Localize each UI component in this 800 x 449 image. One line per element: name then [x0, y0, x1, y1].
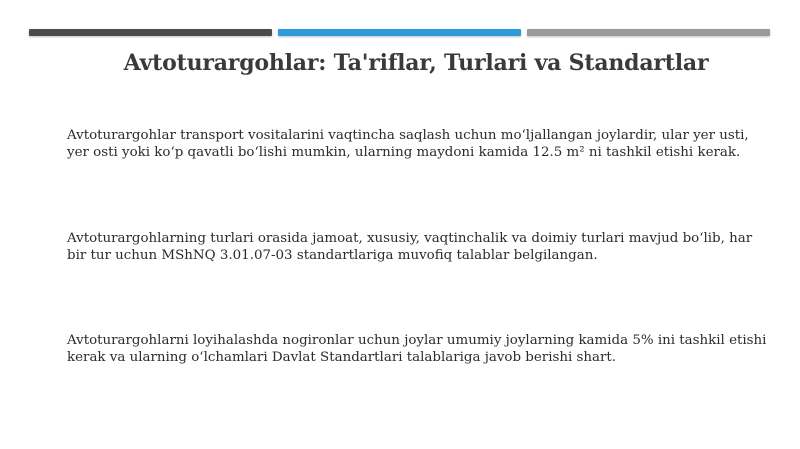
paragraph-definition: Avtoturargohlar transport vositalarini vaqtincha saqlash uchun moʻljallangan joylardir, ular yer usti, yer osti yoki koʻp qavatli boʻlishi mumkin, ularning maydoni kamida 12.5 m² ni tashkil etishi kerak.	[67, 128, 749, 160]
accent-bar-gray	[527, 29, 770, 36]
paragraph-types: Avtoturargohlarning turlari orasida jamoat, xususiy, vaqtinchalik va doimiy turlari mavjud boʻlib, har bir tur uchun MShNQ 3.01.07-03 standartlariga muvofiq talablar belgilangan.	[67, 231, 753, 263]
slide-title: Avtoturargohlar: Ta'riflar, Turlari va Standartlar	[123, 50, 709, 76]
accent-bar-dark	[29, 29, 272, 36]
paragraph-standards: Avtoturargohlarni loyihalashda nogironlar uchun joylar umumiy joylarning kamida 5% ini tashkil etishi kerak va ularning oʻlchamlari Davlat Standartlari talablariga javob berishi shart.	[67, 333, 767, 365]
accent-bar-blue	[278, 29, 521, 36]
